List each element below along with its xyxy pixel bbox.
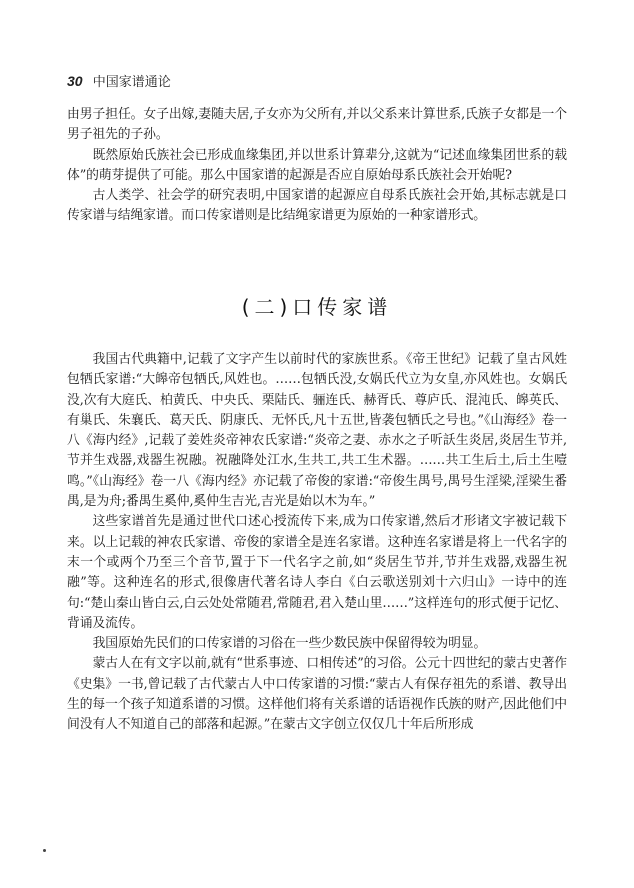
running-header bbox=[67, 71, 171, 90]
page-number: 30 bbox=[67, 73, 83, 89]
paragraph: 我国原始先民们的口传家谱的习俗在一些少数民族中保留得较为明显。 bbox=[92, 636, 487, 652]
paragraph: 古人类学、社会学的研究表明,中国家谱的起源应自母系氏族社会开始,其标志就是口传家谱与结绳家谱。而口传家谱则是比结绳家谱更为原始的一种家谱形式。 bbox=[67, 188, 567, 224]
scan-speck bbox=[43, 849, 46, 852]
text-block-bottom bbox=[67, 350, 567, 736]
paragraph: 既然原始氏族社会已形成血缘集团,并以世系计算辈分,这就为“记述血缘集团世系的载体”的萌芽提供了可能。那么中国家谱的起源是否应自原始母系氏族社会开始呢? bbox=[67, 147, 567, 183]
text-block-top bbox=[67, 105, 567, 227]
section-heading: (二)口传家谱 bbox=[241, 295, 393, 319]
paragraph: 我国古代典籍中,记载了文字产生以前时代的家族世系。《帝王世纪》记载了皇古风姓包牺氏家谱:“大皞帝包牺氏,风姓也。……包牺氏没,女娲氏代立为女皇,亦风姓也。女娲氏没,次有大庭氏、柏黄氏、中央氏、栗陆氏、骊连氏、赫胥氏、尊庐氏、混沌氏、皞英氏、有巢氏、朱襄氏、葛天氏、阴康氏、无怀氏,凡十五世,皆袭包牺氏之号也。”《山海经》卷一八《海内经》,记载了姜姓炎帝神农氏家谱:“炎帝之妻、赤水之子听訞生炎居,炎居生节并,节并生戏器,戏器生祝融。祝融降处江水,生共工,共工生术器。……共工生后土,后土生噎鸣。”《山海经》卷一八《海内经》亦记载了帝俊的家谱:“帝俊生禺号,禺号生淫梁,淫梁生番禺,是为舟;番禺生奚仲,奚仲生吉光,吉光是始以木为车。” bbox=[67, 352, 567, 510]
book-title: 中国家谱通论 bbox=[92, 75, 171, 90]
paragraph: 由男子担任。女子出嫁,妻随夫居,子女亦为父所有,并以父系来计算世系,氏族子女都是一个男子祖先的子孙。 bbox=[67, 107, 567, 143]
paragraph: 这些家谱首先是通过世代口述心授流传下来,成为口传家谱,然后才形诸文字被记载下来。以上记载的神农氏家谱、帝俊的家谱全是连名家谱。这种连名家谱是将上一代名字的末一个或两个乃至三个音节,置于下一代名字之前,如“炎居生节并,节并生戏器,戏器生祝融”等。这种连名的形式,很像唐代著名诗人李白《白云歌送别刘十六归山》一诗中的连句:“楚山秦山皆白云,白云处处常随君,常随君,君入楚山里……”这样连句的形式便于记忆、背诵及流传。 bbox=[67, 514, 567, 631]
paragraph: 蒙古人在有文字以前,就有“世系事迹、口相传述”的习俗。公元十四世纪的蒙古史著作《史集》一书,曾记载了古代蒙古人中口传家谱的习惯:“蒙古人有保存祖先的系谱、教导出生的每一个孩子知道系谱的习惯。这样他们将有关系谱的话语视作氏族的财产,因此他们中间没有人不知道自己的部落和起源。”在蒙古文字创立仅仅几十年后所形成 bbox=[67, 656, 567, 733]
